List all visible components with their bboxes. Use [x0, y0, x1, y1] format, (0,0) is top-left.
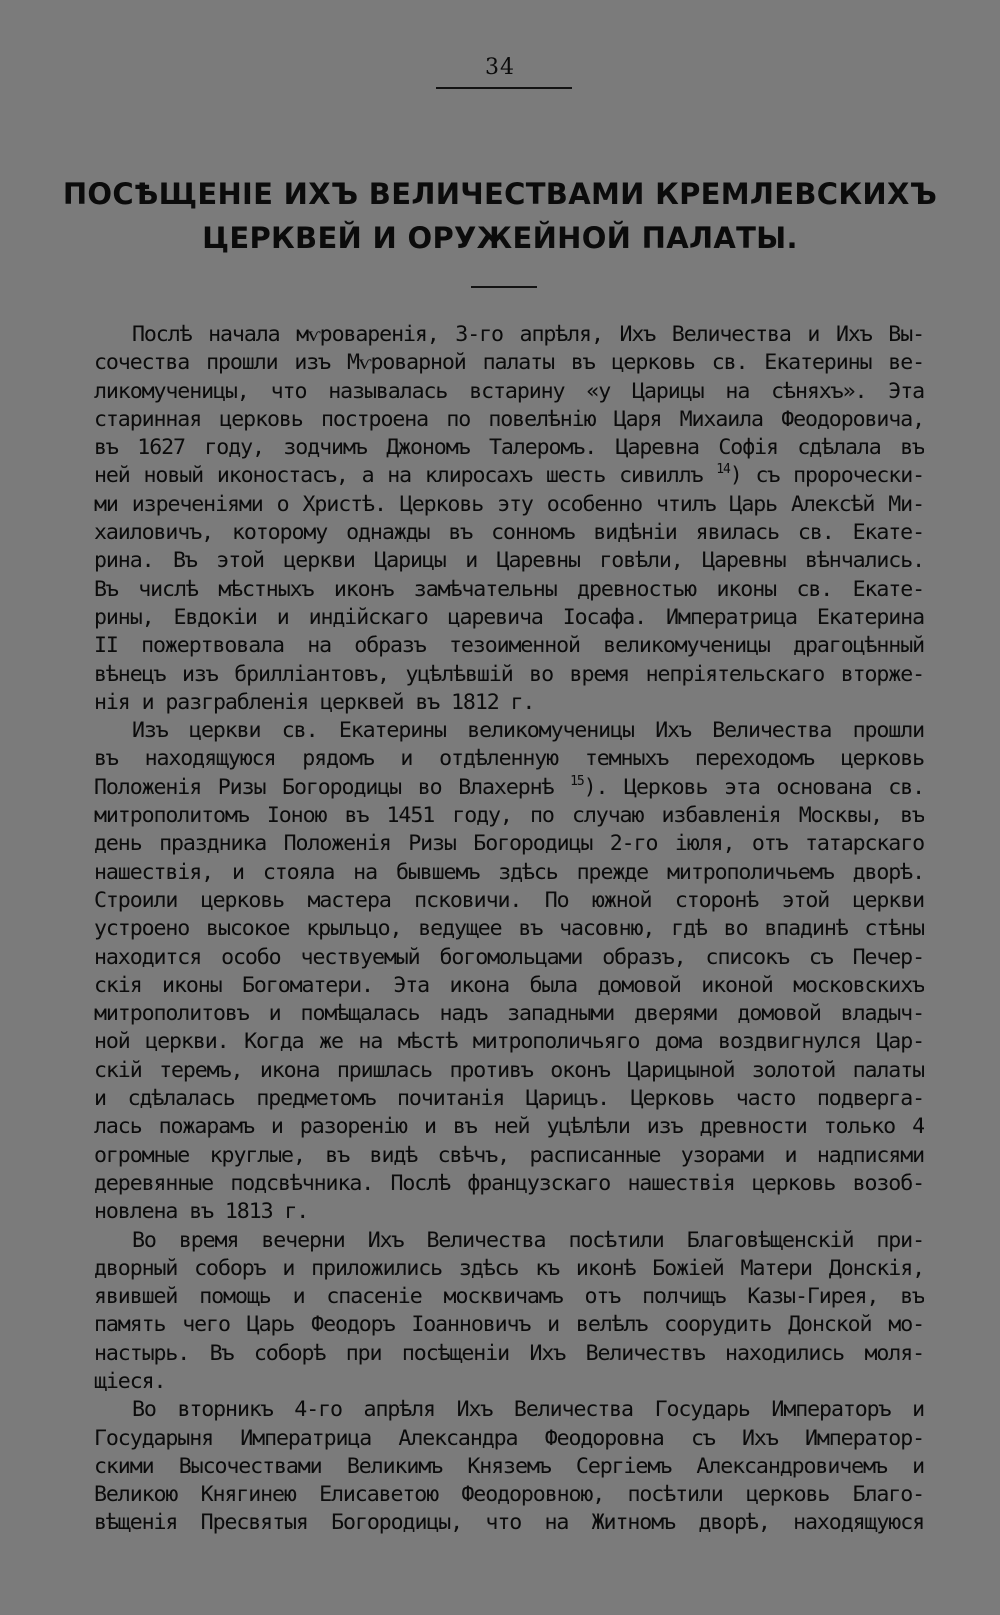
- text-line: Государыня Императрица Александра Феодоровна съ Ихъ Император-: [94, 1425, 924, 1451]
- text-line: митрополитомъ Іоною въ 1451 году, по случаю избавленія Москвы, въ: [94, 803, 924, 829]
- title-line-1: ПОСѢЩЕНІЕ ИХЪ ВЕЛИЧЕСТВАМИ КРЕМЛЕВСКИХЪ: [62, 177, 938, 211]
- paragraph-3: [94, 1227, 924, 1397]
- text-line: скими Высочествами Великимъ Княземъ Сергіемъ Александровичемъ и: [94, 1453, 924, 1479]
- text-line: вѣщенія Пресвятыя Богородицы, что на Житномъ дворѣ, находящуюся: [94, 1510, 924, 1536]
- text-segment: Положенія Ризы Богородицы во Влахернѣ: [94, 774, 554, 800]
- text-segment: ней новый иконостасъ, а на клиросахъ шесть сивиллъ: [94, 463, 703, 489]
- text-line: хаиловичъ, которому однажды въ сонномъ видѣніи явилась св. Екате-: [94, 520, 924, 546]
- text-line: вѣнецъ изъ бриллiантовъ, уцѣлѣвшій во время непріятельскаго вторже-: [94, 661, 924, 687]
- text-line: скія иконы Богоматери. Эта икона была домовой иконой московскихъ: [94, 972, 924, 998]
- text-line: Во время вечерни Ихъ Величества посѣтили Благовѣщенскій при-: [132, 1227, 924, 1253]
- text-line: Въ числѣ мѣстныхъ иконъ замѣчательны древностью иконы св. Екате-: [94, 576, 924, 602]
- text-line: рина. Въ этой церкви Царицы и Царевны говѣли, Царевны вѣнчались.: [94, 548, 924, 574]
- text-line: день праздника Положенія Ризы Богородицы 2-го іюля, отъ татарскаго: [94, 831, 924, 857]
- footnote-marker: 14: [716, 462, 730, 478]
- page-title: [0, 172, 1000, 260]
- text-line: новлена въ 1813 г.: [94, 1199, 309, 1225]
- text-line: щіеся.: [94, 1368, 166, 1394]
- title-line-2: ЦЕРКВЕЙ И ОРУЖЕЙНОЙ ПАЛАТЫ.: [202, 221, 798, 255]
- text-line: настырь. Въ соборѣ при посѣщеніи Ихъ Величествъ находились моля-: [94, 1340, 924, 1366]
- text-line: Изъ церкви св. Екатерины великомученицы Ихъ Величества прошли: [132, 718, 924, 744]
- text-line: устроено высокое крыльцо, ведущее въ часовню, гдѣ во впадинѣ стѣны: [94, 916, 924, 942]
- text-line: находится особо чествуемый богомольцами образъ, списокъ съ Печер-: [94, 944, 924, 970]
- footnote-marker: 15: [570, 773, 584, 789]
- text-line: дворный соборъ и приложились здѣсь къ иконѣ Божіей Матери Донскія,: [94, 1255, 924, 1281]
- text-segment: ). Церковь эта основана св.: [583, 774, 924, 800]
- paragraph-4: [94, 1396, 924, 1537]
- text-line: старинная церковь построена по повелѣнію Царя Михаила Феодоровича,: [94, 406, 924, 432]
- text-segment: ) съ пророчески-: [729, 463, 924, 489]
- text-line: въ 1627 году, зодчимъ Джономъ Талеромъ. Царевна Софія сдѣлала въ: [94, 435, 924, 461]
- paragraph-2: [94, 717, 924, 1226]
- title-rule: [471, 286, 537, 288]
- text-line: Во вторникъ 4-го апрѣля Ихъ Величества Государь Императоръ и: [132, 1397, 924, 1423]
- text-line: память чего Царь Феодоръ Іоанновичъ и велѣлъ соорудить Донской мо-: [94, 1312, 924, 1338]
- page-number: 34: [485, 55, 515, 80]
- text-line: ми изреченіями о Христѣ. Церковь эту особенно чтилъ Царь Алексѣй Ми-: [94, 491, 924, 517]
- text-line: огромные круглые, въ видѣ свѣчъ, расписанные узорами и надписями: [94, 1142, 924, 1168]
- text-line: лась пожарамъ и разоренію и въ ней уцѣлѣли изъ древности только 4: [94, 1114, 924, 1140]
- text-line: ликомученицы, что называлась встарину «у Царицы на сѣняхъ». Эта: [94, 378, 924, 404]
- text-line: Послѣ начала мѵроваренія, 3-го апрѣля, Ихъ Величества и Ихъ Вы-: [132, 322, 924, 347]
- text-line: въ находящуюся рядомъ и отдѣленную темныхъ переходомъ церковь: [94, 746, 924, 772]
- text-line: рины, Евдокіи и индійскаго царевича Іосафа. Императрица Екатерина: [94, 604, 924, 630]
- body-text: [94, 321, 924, 1538]
- paragraph-1: [94, 321, 924, 717]
- text-line: сочества прошли изъ Мѵроварной палаты въ церковь св. Екатерины ве-: [94, 350, 924, 376]
- text-line: митрополитовъ и помѣщалась надъ западными дверями домовой владыч-: [94, 1001, 924, 1027]
- text-line: и сдѣлалась предметомъ почитанія Царицъ. Церковь часто подверга-: [94, 1086, 924, 1112]
- text-line-with-footnote: [94, 774, 924, 802]
- text-line: явившей помощь и спасеніе москвичамъ отъ полчищъ Казы-Гирея, въ: [94, 1284, 924, 1310]
- text-line: деревянные подсвѣчника. Послѣ французскаго нашествія церковь возоб-: [94, 1170, 924, 1196]
- text-line: нашествія, и стояла на бывшемъ здѣсь прежде митрополичьемъ дворѣ.: [94, 859, 924, 885]
- text-line: Строили церковь мастера псковичи. По южной сторонѣ этой церкви: [94, 887, 924, 913]
- text-line: нія и разграбленія церквей въ 1812 г.: [94, 689, 535, 715]
- text-line: Великою Княгинею Елисаветою Феодоровною, посѣтили церковь Благо-: [94, 1482, 924, 1508]
- text-line-with-footnote: [94, 462, 924, 490]
- text-line: II пожертвовала на образъ тезоименной великомученицы драгоцѣнный: [94, 633, 924, 659]
- text-line: ной церкви. Когда же на мѣстѣ митрополичьяго дома воздвигнулся Цар-: [94, 1029, 924, 1055]
- text-line: скій теремъ, икона пришлась противъ оконъ Царицыной золотой палаты: [94, 1057, 924, 1083]
- page-number-rule: [436, 87, 572, 89]
